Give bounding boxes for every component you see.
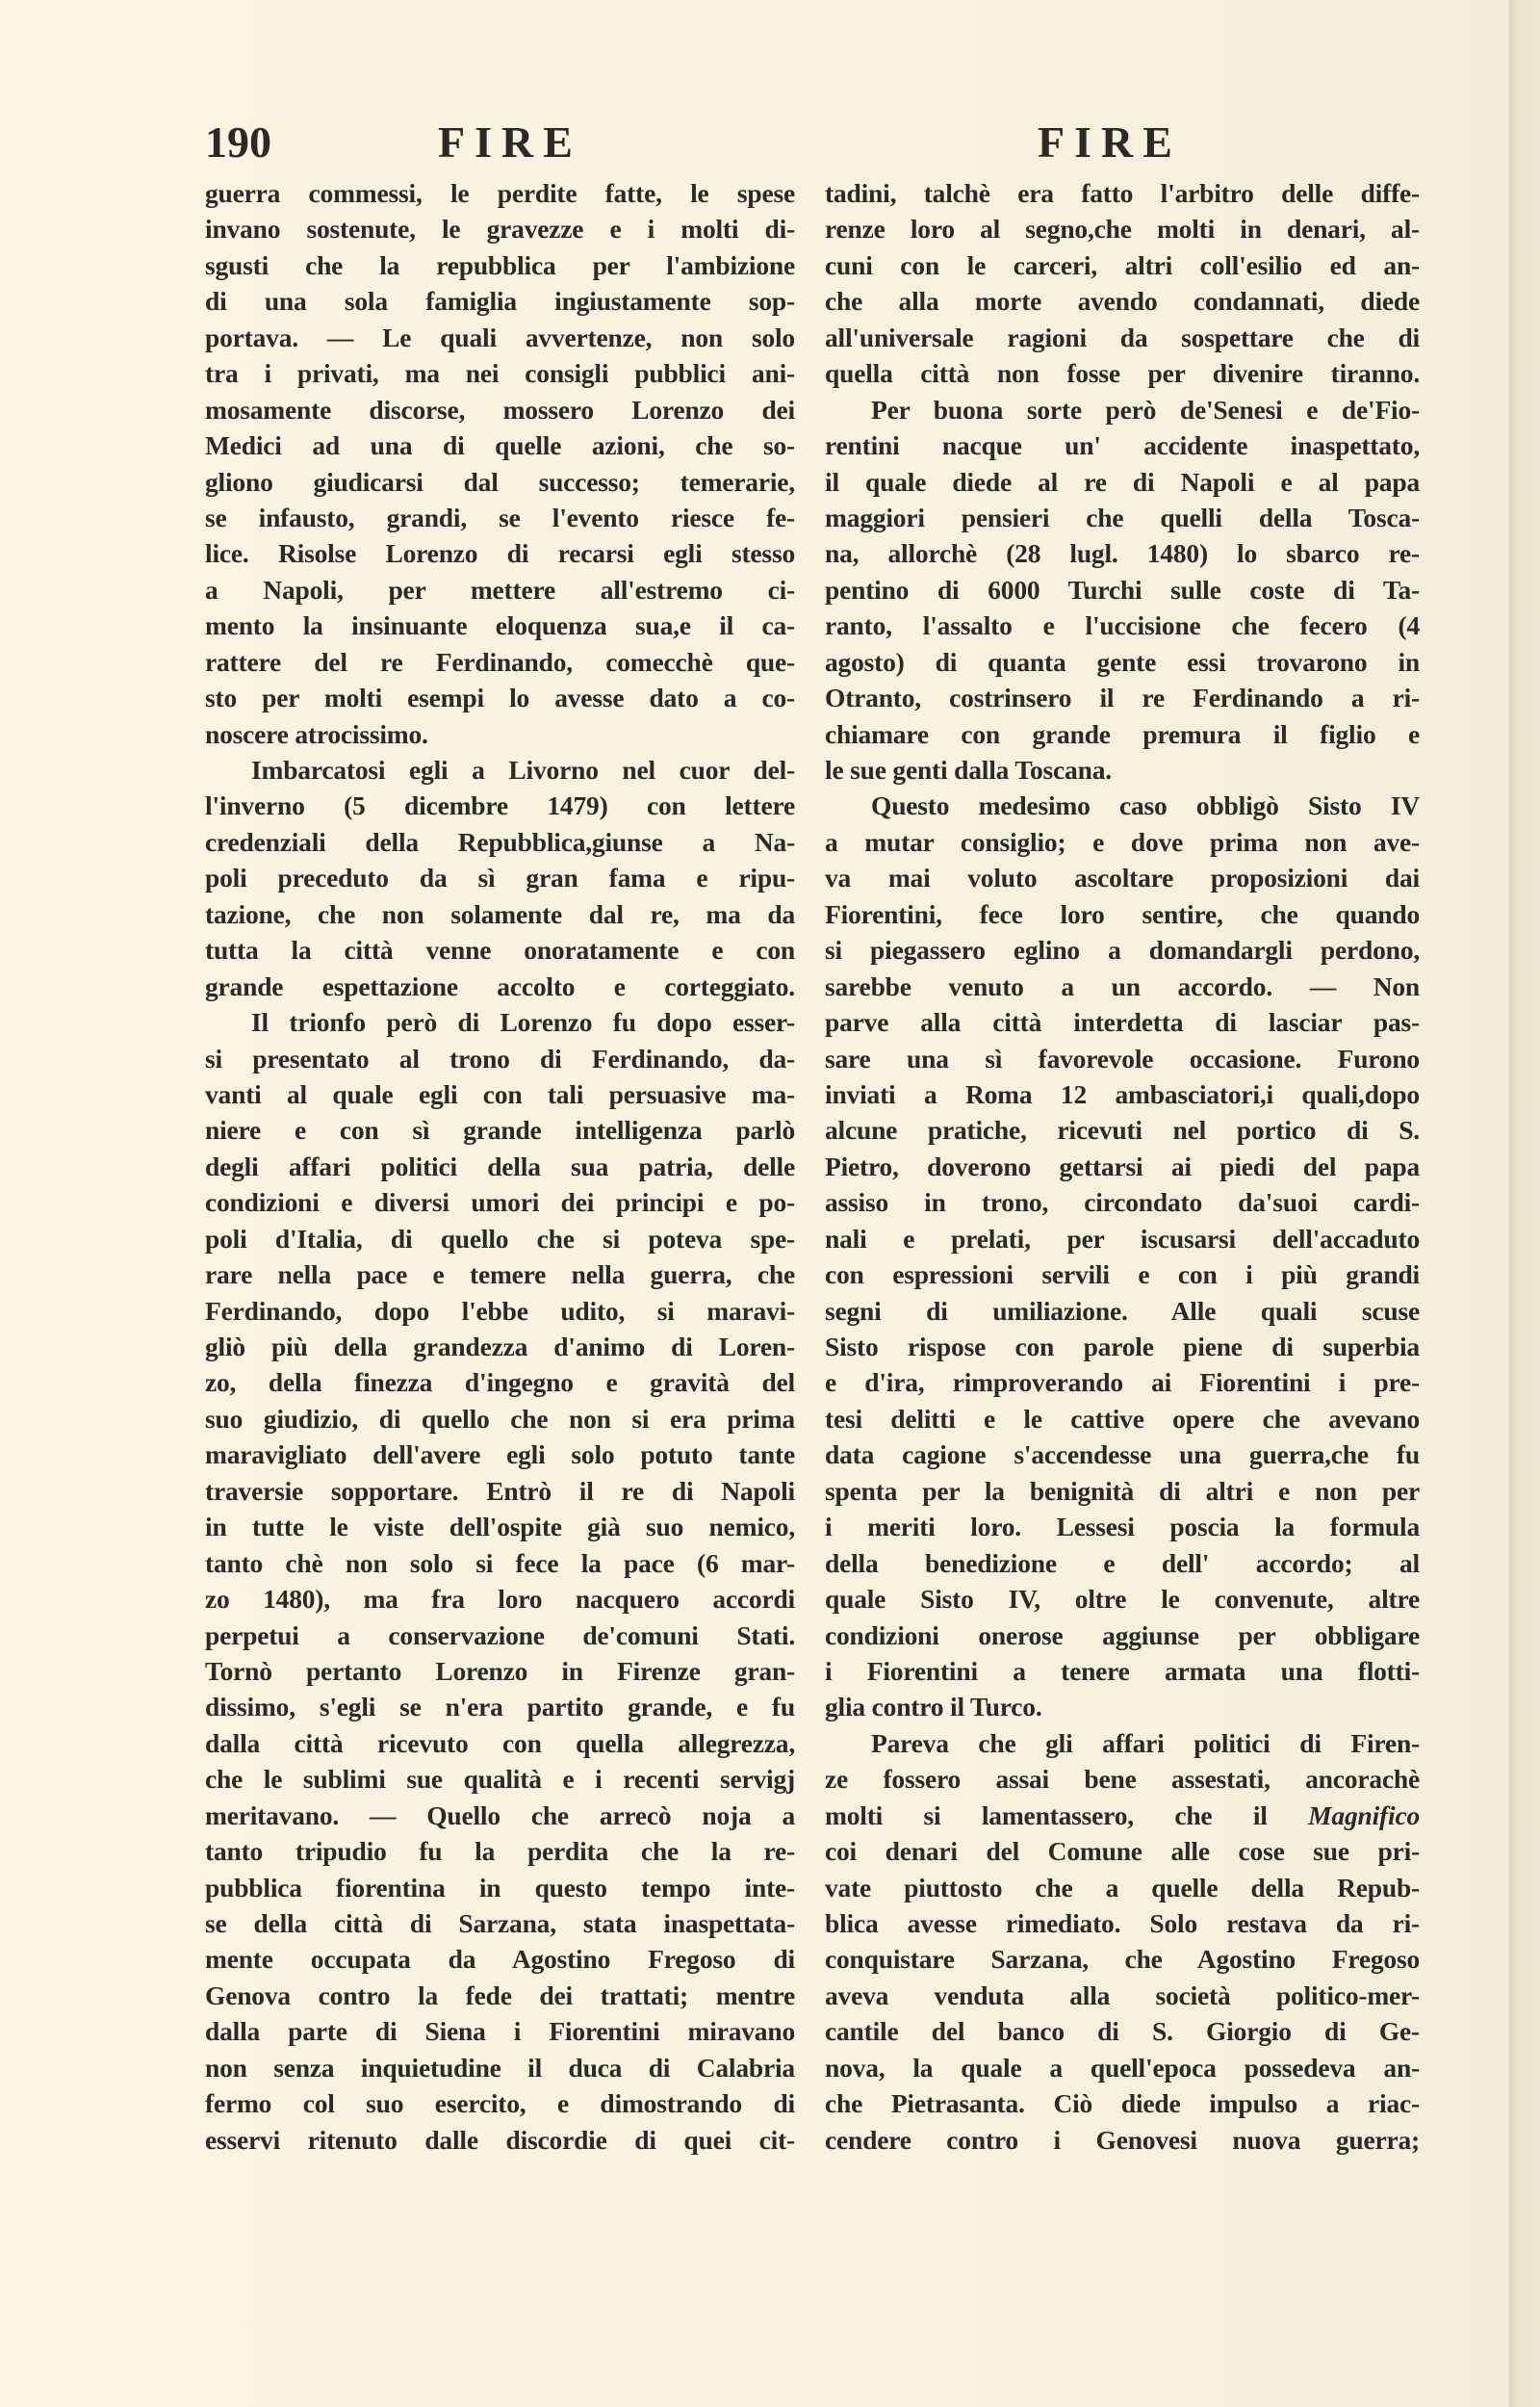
text-line: perpetui a conservazione de'comuni Stati. (205, 1619, 795, 1650)
text-line: mosamente discorse, mossero Lorenzo dei (205, 394, 795, 425)
paragraph-start-line: Il trionfo però di Lorenzo fu dopo esser- (251, 1007, 795, 1038)
text-line: Medici ad una di quelle azioni, che so- (205, 430, 795, 461)
text-line: segni di umiliazione. Alle quali scuse (825, 1295, 1420, 1326)
text-line: cendere contro i Genovesi nuova guerra; (825, 2124, 1420, 2155)
text-line: tesi delitti e le cattive opere che avevano (825, 1403, 1420, 1434)
page-number: 190 (205, 117, 271, 167)
text-line: zo, della finezza d'ingegno e gravità del (205, 1367, 795, 1398)
text-line: rare nella pace e temere nella guerra, che (205, 1259, 795, 1290)
text-line: maravigliato dell'avere egli solo potuto tante (205, 1439, 795, 1470)
text-fragment: molti si lamentassero, che il (825, 1799, 1268, 1830)
text-line: con espressioni servili e con i più grandi (825, 1259, 1420, 1290)
text-line: Ferdinando, dopo l'ebbe udito, si maravi- (205, 1295, 795, 1326)
text-line: l'inverno (5 dicembre 1479) con lettere (205, 790, 795, 821)
text-line: va mai voluto ascoltare proposizioni dai (825, 863, 1420, 893)
text-line: data cagione s'accendesse una guerra,che fu (825, 1439, 1420, 1470)
text-line: na, allorchè (28 lugl. 1480) lo sbarco re- (825, 538, 1420, 569)
text-line: condizioni e diversi umori dei principi e po- (205, 1187, 795, 1218)
text-line: nova, la quale a quell'epoca possedeva an- (825, 2052, 1420, 2083)
text-line: zo 1480), ma fra loro nacquero accordi (205, 1584, 795, 1615)
text-line: tanto tripudio fu la perdita che la re- (205, 1836, 795, 1867)
text-line: sgusti che la repubblica per l'ambizione (205, 249, 795, 280)
text-line: rattere del re Ferdinando, comecchè que- (205, 646, 795, 677)
text-line: fermo col suo esercito, e dimostrando di (205, 2088, 795, 2119)
text-line: ze fossero assai bene assestati, ancorachè (825, 1764, 1420, 1795)
text-line: grande espettazione accolto e corteggiato. (205, 971, 795, 1001)
text-line: dalla città ricevuto con quella allegrezza, (205, 1727, 795, 1758)
italic-word: Magnifico (1308, 1799, 1420, 1830)
text-line: poli d'Italia, di quello che si poteva spe- (205, 1223, 795, 1254)
text-line: della benedizione e dell' accordo; al (825, 1547, 1420, 1578)
text-line: pentino di 6000 Turchi sulle coste di Ta- (825, 574, 1420, 605)
text-line: spenta per la benignità di altri e non per (825, 1475, 1420, 1506)
text-line: parve alla città interdetta di lasciar pas- (825, 1007, 1420, 1038)
text-line: a Napoli, per mettere all'estremo ci- (205, 574, 795, 605)
text-line: portava. — Le quali avvertenze, non solo (205, 322, 795, 352)
text-line: se infausto, grandi, se l'evento riesce fe- (205, 502, 795, 532)
text-line: che alla morte avendo condannati, diede (825, 286, 1420, 317)
text-line: condizioni onerose aggiunse per obbligare (825, 1619, 1420, 1650)
text-line: Otranto, costrinsero il re Ferdinando a ri- (825, 683, 1420, 713)
paragraph-start-line: Per buona sorte però de'Senesi e de'Fio- (871, 394, 1420, 425)
text-line: mente occupata da Agostino Fregoso di (205, 1944, 795, 1975)
text-line: tadini, talchè era fatto l'arbitro delle diffe- (825, 178, 1420, 208)
text-line: Pietro, doverono gettarsi ai piedi del papa (825, 1151, 1420, 1181)
text-line: tra i privati, ma nei consigli pubblici ani- (205, 358, 795, 389)
text-line: quale Sisto IV, oltre le convenute, altre (825, 1584, 1420, 1615)
text-line: conquistare Sarzana, che Agostino Fregoso (825, 1944, 1420, 1975)
text-line: cantile del banco di S. Giorgio di Ge- (825, 2016, 1420, 2047)
text-line: tutta la città venne onoratamente e con (205, 935, 795, 966)
text-line: quella città non fosse per divenire tiranno. (825, 358, 1420, 389)
text-line: alcune pratiche, ricevuti nel portico di S. (825, 1115, 1420, 1146)
paragraph-start-line: Pareva che gli affari politici di Firen- (871, 1727, 1420, 1758)
text-line: Genova contro la fede dei trattati; mentre (205, 1980, 795, 2010)
paragraph-start-line: Questo medesimo caso obbligò Sisto IV (871, 790, 1420, 821)
text-line: tazione, che non solamente dal re, ma da (205, 898, 795, 929)
text-line: poli preceduto da sì gran fama e ripu- (205, 863, 795, 893)
text-line: inviati a Roma 12 ambasciatori,i quali,dopo (825, 1078, 1420, 1109)
text-line: esservi ritenuto dalle discordie di quei cit- (205, 2124, 795, 2155)
text-line: all'universale ragioni da sospettare che di (825, 322, 1420, 352)
text-line: credenziali della Repubblica,giunse a Na- (205, 826, 795, 857)
left-column (205, 175, 795, 2158)
text-line: guerra commessi, le perdite fatte, le spese (205, 178, 795, 208)
running-head-left: FIRE (438, 117, 582, 167)
text-line: che le sublimi sue qualità e i recenti servigj (205, 1764, 795, 1795)
text-line: renze loro al segno,che molti in denari, al- (825, 214, 1420, 245)
text-line: se della città di Sarzana, stata inaspettata- (205, 1908, 795, 1938)
text-line: vate piuttosto che a quelle della Repub- (825, 1872, 1420, 1902)
text-line: gliò più della grandezza d'animo di Loren- (205, 1332, 795, 1361)
text-line: i meriti loro. Lessesi poscia la formula (825, 1512, 1420, 1542)
text-line: che Pietrasanta. Ciò diede impulso a riac- (825, 2088, 1420, 2119)
text-line: coi denari del Comune alle cose sue pri- (825, 1836, 1420, 1867)
text-line: il quale diede al re di Napoli e al papa (825, 466, 1420, 497)
text-line: chiamare con grande premura il figlio e (825, 718, 1420, 749)
text-line: nali e prelati, per iscusarsi dell'accaduto (825, 1223, 1420, 1254)
text-line: Tornò pertanto Lorenzo in Firenze gran- (205, 1655, 795, 1686)
text-line: i Fiorentini a tenere armata una flotti- (825, 1655, 1420, 1686)
text-line: lice. Risolse Lorenzo di recarsi egli stesso (205, 538, 795, 569)
text-line: vanti al quale egli con tali persuasive ma- (205, 1078, 795, 1109)
text-line: di una sola famiglia ingiustamente sop- (205, 286, 795, 317)
text-line: blica avesse rimediato. Solo restava da ri- (825, 1908, 1420, 1938)
text-line: sarebbe venuto a un accordo. — Non (825, 971, 1420, 1001)
text-line: rentini nacque un' accidente inaspettato, (825, 430, 1420, 461)
text-line: glia contro il Turco. (825, 1692, 1042, 1722)
text-line: meritavano. — Quello che arrecò noja a (205, 1799, 795, 1830)
text-line: degli affari politici della sua patria, delle (205, 1151, 795, 1181)
text-line: dalla parte di Siena i Fiorentini miravano (205, 2016, 795, 2047)
text-line: niere e con sì grande intelligenza parlò (205, 1115, 795, 1146)
text-line: noscere atrocissimo. (205, 718, 428, 749)
text-line: mento la insinuante eloquenza sua,e il ca- (205, 610, 795, 641)
text-line: sto per molti esempi lo avesse dato a co- (205, 683, 795, 713)
text-line: si presentato al trono di Ferdinando, da- (205, 1043, 795, 1074)
paragraph-start-line: Imbarcatosi egli a Livorno nel cuor del- (251, 755, 795, 785)
text-line: cuni con le carceri, altri coll'esilio ed an- (825, 249, 1420, 280)
text-line: Sisto rispose con parole piene di superbia (825, 1332, 1420, 1361)
text-line: le sue genti dalla Toscana. (825, 755, 1112, 785)
text-line: in tutte le viste dell'ospite già suo nemico, (205, 1512, 795, 1542)
running-head-right: FIRE (1038, 117, 1182, 167)
text-line: maggiori pensieri che quelli della Tosca- (825, 502, 1420, 532)
text-line: agosto) di quanta gente essi trovarono in (825, 646, 1420, 677)
text-line: assiso in trono, circondato da'suoi cardi- (825, 1187, 1420, 1218)
text-line: dissimo, s'egli se n'era partito grande, e fu (205, 1692, 795, 1722)
text-line: suo giudizio, di quello che non si era prima (205, 1403, 795, 1434)
text-line: si piegassero eglino a domandargli perdono, (825, 935, 1420, 966)
text-line: invano sostenute, le gravezze e i molti di- (205, 214, 795, 245)
text-line: traversie sopportare. Entrò il re di Napoli (205, 1475, 795, 1506)
page-edge (1509, 0, 1540, 2407)
text-line: non senza inquietudine il duca di Calabria (205, 2052, 795, 2083)
text-line: pubblica fiorentina in questo tempo inte- (205, 1872, 795, 1902)
text-line: Fiorentini, fece loro sentire, che quando (825, 898, 1420, 929)
right-column (825, 175, 1420, 2158)
text-line: aveva venduta alla società politico-mer- (825, 1980, 1420, 2010)
text-line: sare una sì favorevole occasione. Furono (825, 1043, 1420, 1074)
text-line-with-italic (825, 1798, 1420, 1833)
text-line: e d'ira, rimproverando ai Fiorentini i pre- (825, 1367, 1420, 1398)
text-line: tanto chè non solo si fece la pace (6 mar- (205, 1547, 795, 1578)
text-line: ranto, l'assalto e l'uccisione che fecero (4 (825, 610, 1420, 641)
text-line: gliono giudicarsi dal successo; temerarie, (205, 466, 795, 497)
text-line: a mutar consiglio; e dove prima non ave- (825, 826, 1420, 857)
